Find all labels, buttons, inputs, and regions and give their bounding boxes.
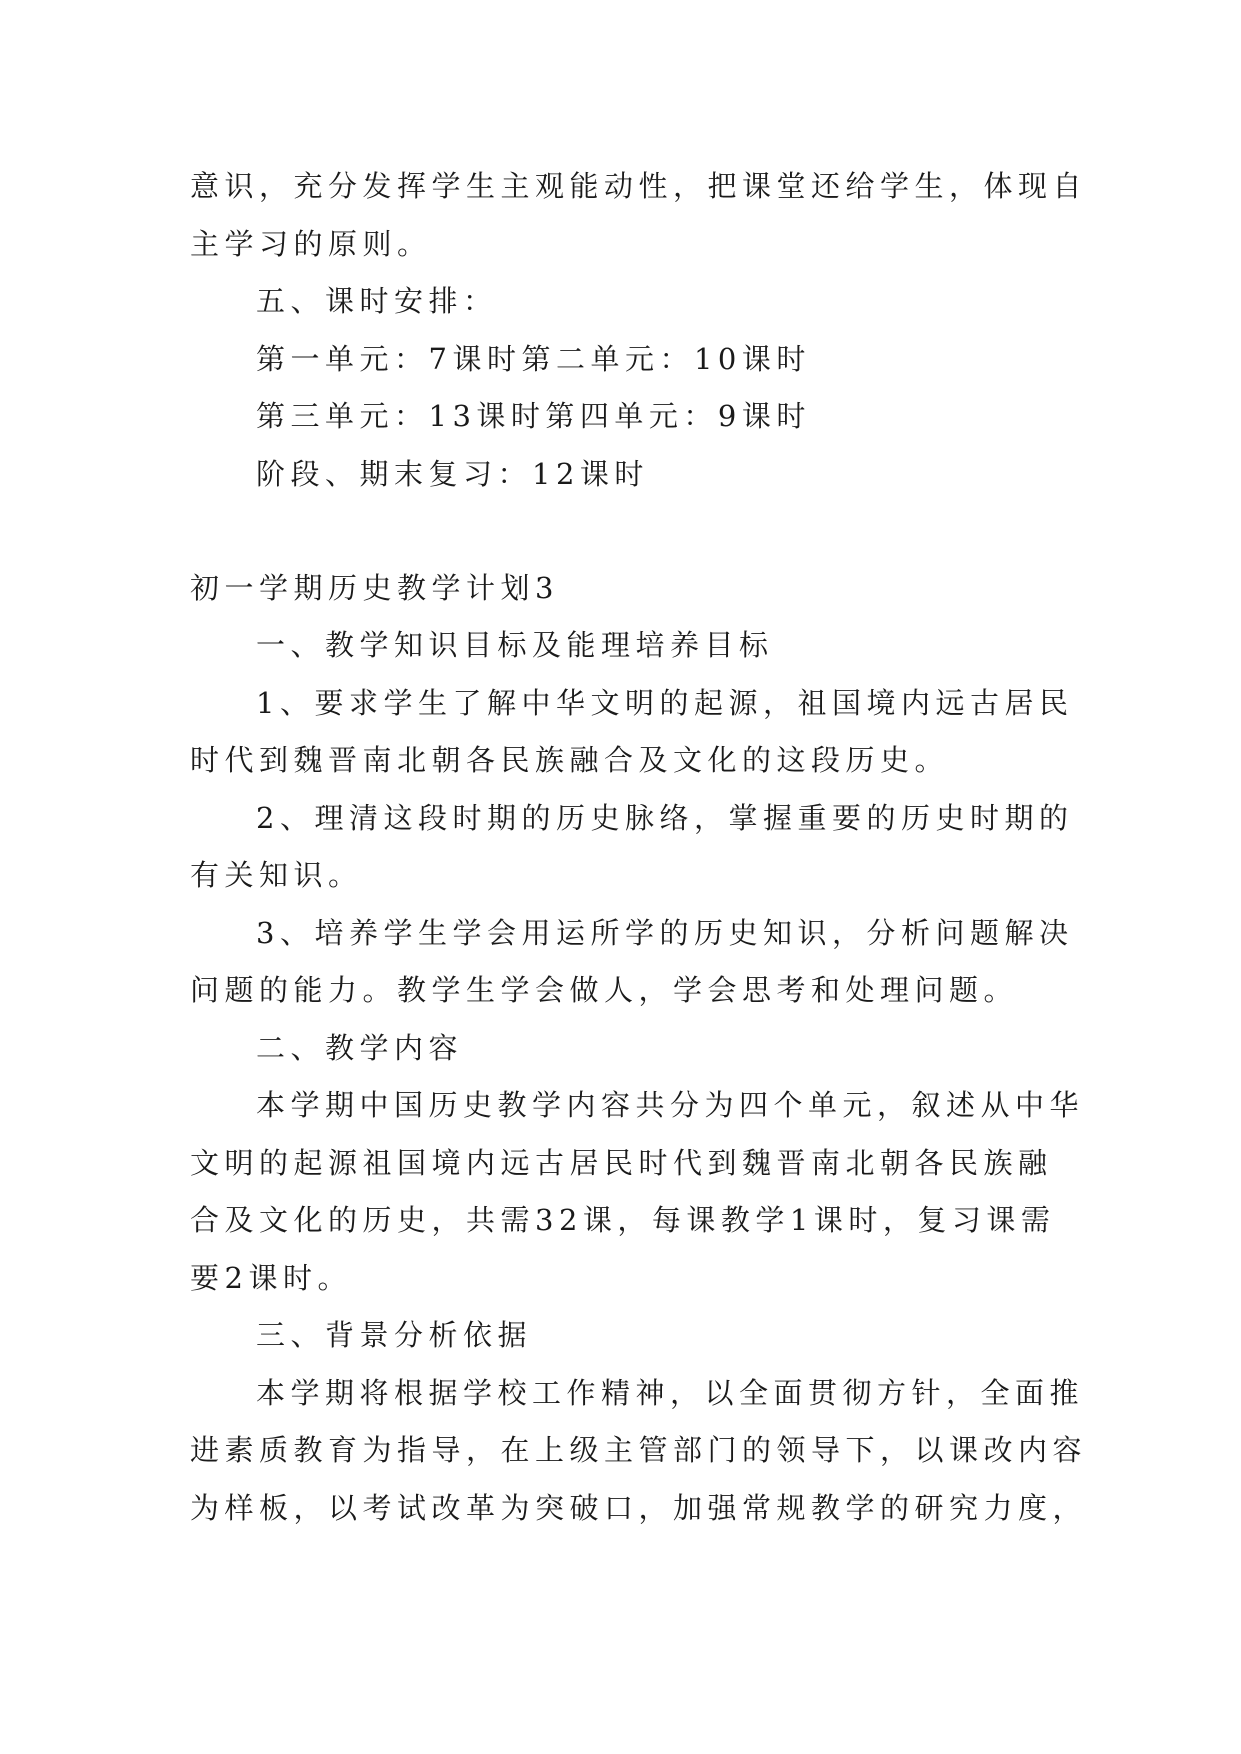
paragraph-line: 第三单元：13课时第四单元：9课时 — [256, 399, 811, 433]
paragraph-line: 合及文化的历史，共需32课，每课教学1课时，复习课需 — [190, 1203, 1056, 1237]
paragraph-line: 进素质教育为指导，在上级主管部门的领导下，以课改内容 — [190, 1433, 1088, 1467]
paragraph-line: 文明的起源祖国境内远古居民时代到魏晋南北朝各民族融 — [190, 1146, 1053, 1180]
paragraph-line: 阶段、期末复习：12课时 — [256, 457, 649, 491]
paragraph-line: 意识，充分发挥学生主观能动性，把课堂还给学生，体现自 — [190, 169, 1088, 203]
paragraph-line: 2、理清这段时期的历史脉络，掌握重要的历史时期的 — [256, 801, 1074, 835]
paragraph-line: 本学期中国历史教学内容共分为四个单元，叙述从中华 — [256, 1088, 1085, 1122]
paragraph-line: 第一单元：7课时第二单元：10课时 — [256, 342, 811, 376]
section-heading: 五、课时安排： — [256, 284, 498, 318]
paragraph-line: 3、培养学生学会用运所学的历史知识，分析问题解决 — [256, 916, 1074, 950]
paragraph-line: 问题的能力。教学生学会做人，学会思考和处理问题。 — [190, 973, 1019, 1007]
paragraph-line: 要2课时。 — [190, 1261, 352, 1295]
paragraph-line: 主学习的原则。 — [190, 227, 432, 261]
section-heading: 一、教学知识目标及能理培养目标 — [256, 628, 774, 662]
paragraph-line: 为样板，以考试改革为突破口，加强常规教学的研究力度， — [190, 1491, 1088, 1525]
section-heading: 二、教学内容 — [256, 1031, 464, 1065]
paragraph-line: 1、要求学生了解中华文明的起源，祖国境内远古居民 — [256, 686, 1074, 720]
section-heading: 三、背景分析依据 — [256, 1318, 533, 1352]
paragraph-line: 时代到魏晋南北朝各民族融合及文化的这段历史。 — [190, 743, 950, 777]
paragraph-line: 有关知识。 — [190, 858, 363, 892]
document-title: 初一学期历史教学计划3 — [190, 571, 559, 605]
paragraph-line: 本学期将根据学校工作精神，以全面贯彻方针，全面推 — [256, 1376, 1085, 1410]
